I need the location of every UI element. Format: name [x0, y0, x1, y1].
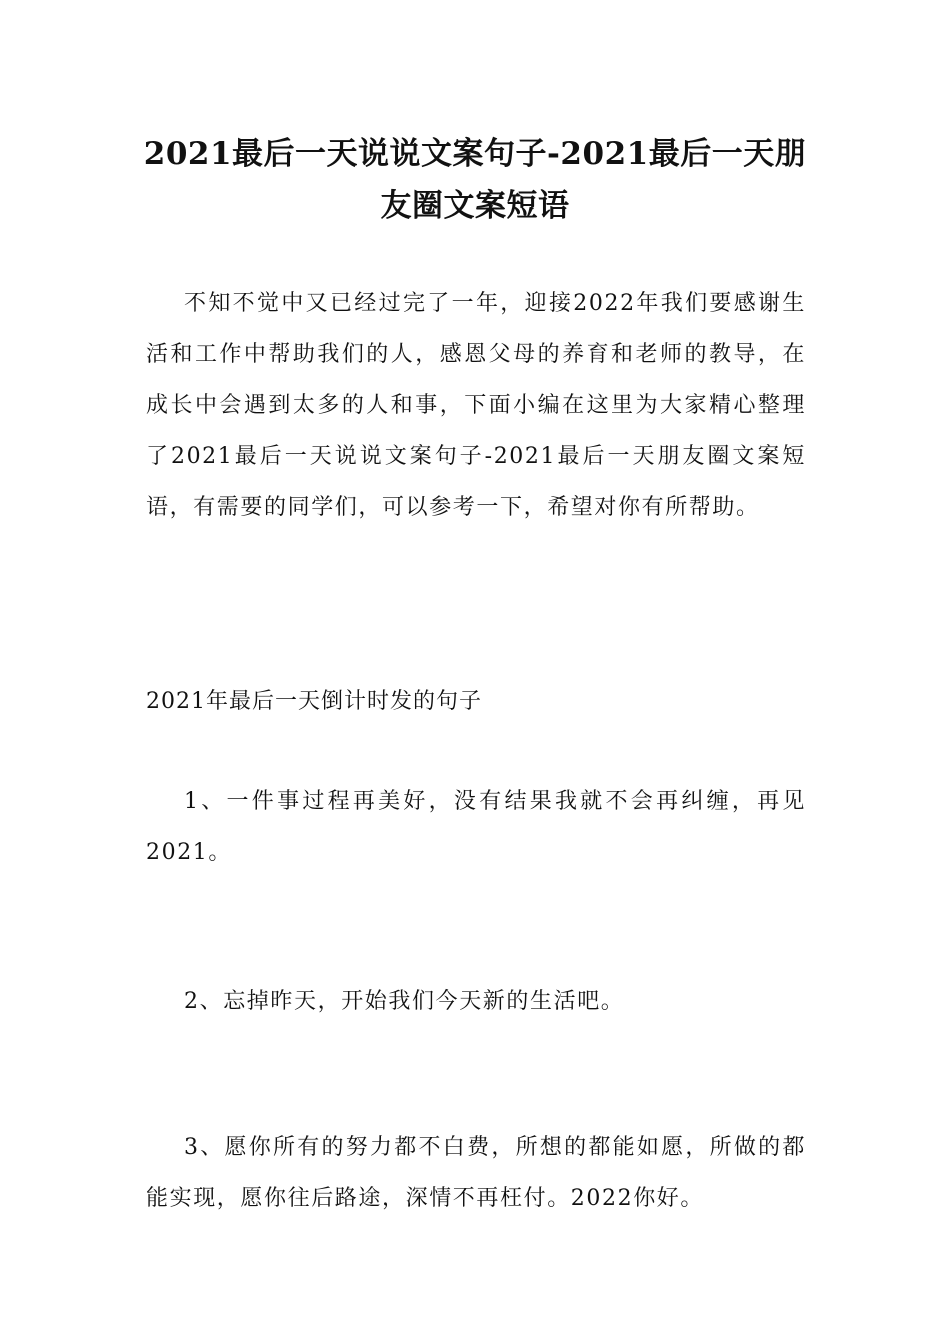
- list-item: 2、忘掉昨天，开始我们今天新的生活吧。: [184, 989, 625, 1014]
- intro-paragraph: 不知不觉中又已经过完了一年，迎接2022年我们要感谢生活和工作中帮助我们的人，感恩父母的养育和老师的教导，在成长中会遇到太多的人和事，下面小编在这里为大家精心整理了2021最后一天说说文案句子-2021最后一天朋友圈文案短语，有需要的同学们，可以参考一下，希望对你有所帮助。: [146, 291, 806, 520]
- document-title: 2021最后一天说说文案句子-2021最后一天朋友圈文案短语: [143, 136, 807, 224]
- list-item: 1、一件事过程再美好，没有结果我就不会再纠缠，再见2021。: [146, 789, 806, 865]
- list-item: 3、愿你所有的努力都不白费，所想的都能如愿，所做的都能实现，愿你往后路途，深情不再枉付。2022你好。: [146, 1135, 806, 1211]
- section-heading: 2021年最后一天倒计时发的句子: [146, 689, 482, 714]
